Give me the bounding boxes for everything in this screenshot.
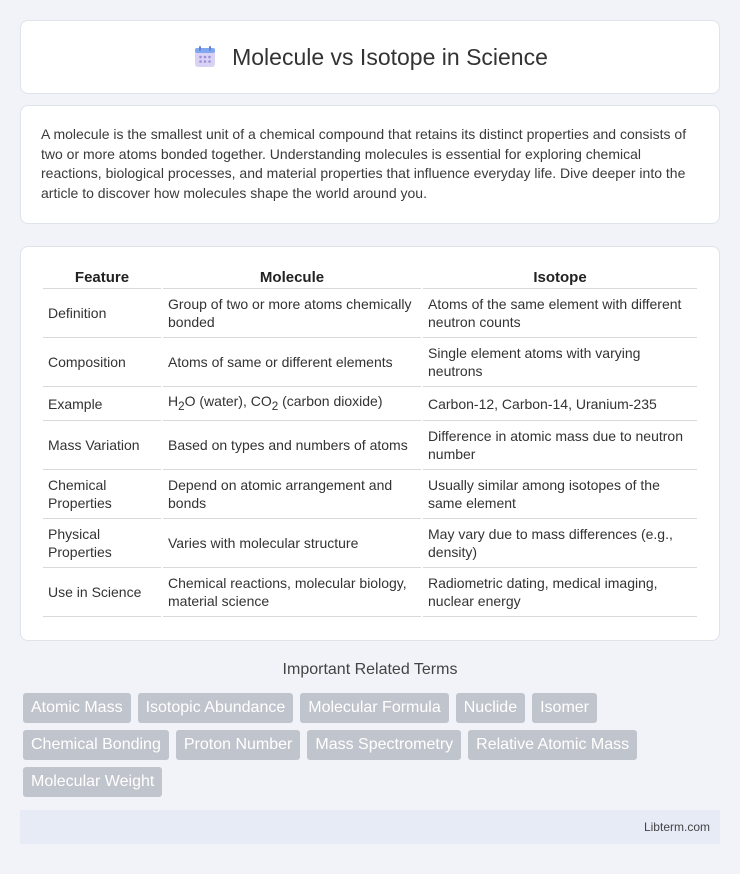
feature-cell: Definition bbox=[43, 289, 161, 338]
tag-chemical-bonding[interactable]: Chemical Bonding bbox=[23, 730, 169, 760]
tag-molecular-formula[interactable]: Molecular Formula bbox=[300, 693, 448, 723]
feature-cell: Mass Variation bbox=[43, 421, 161, 470]
feature-cell: Example bbox=[43, 387, 161, 421]
tag-isotopic-abundance[interactable]: Isotopic Abundance bbox=[138, 693, 294, 723]
isotope-cell: May vary due to mass differences (e.g., density) bbox=[423, 519, 697, 568]
intro-card bbox=[20, 105, 720, 224]
tag-isomer[interactable]: Isomer bbox=[532, 693, 597, 723]
table-row bbox=[43, 421, 697, 470]
formula-text: O (water), CO bbox=[184, 392, 272, 409]
header-feature: Feature bbox=[43, 265, 161, 289]
formula-subscript: 2 bbox=[178, 399, 185, 413]
feature-cell: Chemical Properties bbox=[43, 470, 161, 519]
header-molecule: Molecule bbox=[163, 265, 421, 289]
table-row bbox=[43, 519, 697, 568]
page-title: Molecule vs Isotope in Science bbox=[232, 43, 548, 70]
molecule-cell: Atoms of same or different elements bbox=[163, 338, 421, 387]
table-row bbox=[43, 387, 697, 421]
molecule-cell bbox=[163, 387, 421, 421]
tag-relative-atomic-mass[interactable]: Relative Atomic Mass bbox=[468, 730, 637, 760]
table-row bbox=[43, 338, 697, 387]
table-row bbox=[43, 470, 697, 519]
calendar-icon bbox=[192, 44, 218, 70]
tag-proton-number[interactable]: Proton Number bbox=[176, 730, 301, 760]
molecule-cell: Depend on atomic arrangement and bonds bbox=[163, 470, 421, 519]
tag-mass-spectrometry[interactable]: Mass Spectrometry bbox=[307, 730, 461, 760]
title-card bbox=[20, 20, 720, 94]
table-header-row bbox=[43, 265, 697, 289]
intro-text: A molecule is the smallest unit of a chemical compound that retains its distinct properties and consists of two or more atoms bonded together. Understanding molecules is essential for exploring chemical reactions, biological processes, and material properties that influence everyday life. Dive deeper into the article to discover how molecules shape the world around you. bbox=[41, 126, 687, 201]
molecule-cell: Varies with molecular structure bbox=[163, 519, 421, 568]
footer-site-link[interactable]: Libterm.com bbox=[643, 820, 710, 834]
molecule-cell: Based on types and numbers of atoms bbox=[163, 421, 421, 470]
isotope-cell: Usually similar among isotopes of the same element bbox=[423, 470, 697, 519]
tag-atomic-mass[interactable]: Atomic Mass bbox=[23, 693, 131, 723]
feature-cell: Use in Science bbox=[43, 568, 161, 617]
molecule-cell: Group of two or more atoms chemically bonded bbox=[163, 289, 421, 338]
comparison-table bbox=[41, 265, 699, 617]
tag-nuclide[interactable]: Nuclide bbox=[456, 693, 525, 723]
formula-text: (carbon dioxide) bbox=[278, 392, 383, 409]
table-row bbox=[43, 568, 697, 617]
footer bbox=[20, 810, 720, 844]
isotope-cell: Single element atoms with varying neutrons bbox=[423, 338, 697, 387]
formula-subscript: 2 bbox=[271, 399, 279, 413]
feature-cell: Physical Properties bbox=[43, 519, 161, 568]
isotope-cell: Carbon-12, Carbon-14, Uranium-235 bbox=[423, 387, 697, 421]
molecule-cell: Chemical reactions, molecular biology, material science bbox=[163, 568, 421, 617]
table-row bbox=[43, 289, 697, 338]
isotope-cell: Radiometric dating, medical imaging, nuclear energy bbox=[423, 568, 697, 617]
feature-cell: Composition bbox=[43, 338, 161, 387]
isotope-cell: Atoms of the same element with different neutron counts bbox=[423, 289, 697, 338]
related-terms-heading: Important Related Terms bbox=[282, 661, 458, 678]
tag-molecular-weight[interactable]: Molecular Weight bbox=[23, 767, 162, 797]
header-isotope: Isotope bbox=[423, 265, 697, 289]
formula-text: H bbox=[168, 392, 179, 409]
comparison-table-card bbox=[20, 246, 720, 641]
related-terms-tags bbox=[20, 693, 660, 797]
isotope-cell: Difference in atomic mass due to neutron number bbox=[423, 421, 697, 470]
